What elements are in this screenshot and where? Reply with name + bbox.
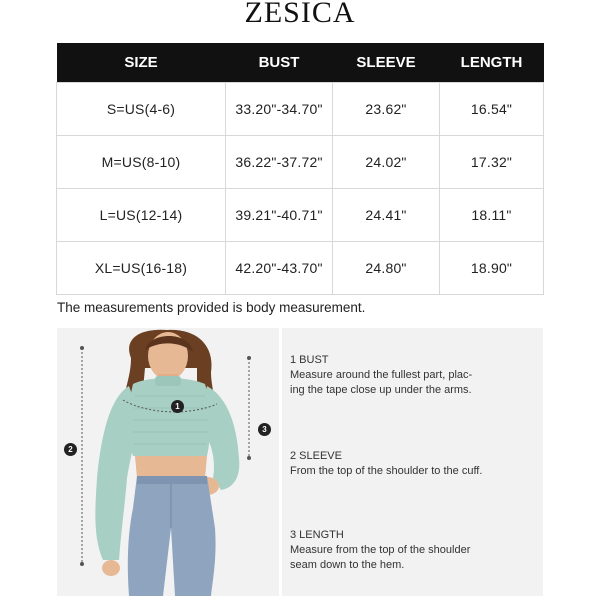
cell-sleeve: 24.80" [333,242,440,295]
badge-sleeve-number: 2 [64,443,77,456]
table-header-row [57,43,544,83]
cell-bust: 42.20"-43.70" [226,242,333,295]
table-row [57,136,544,189]
cell-size: M=US(8-10) [57,136,226,189]
table-row [57,242,544,295]
cell-sleeve: 23.62" [333,83,440,136]
instruction-length-line1: Measure from the top of the shoulder [290,544,471,556]
header-length: LENGTH [440,43,544,83]
instruction-sleeve [290,449,482,479]
instruction-length-title: 3 LENGTH [290,529,344,541]
cell-bust: 33.20"-34.70" [226,83,333,136]
cell-length: 18.90" [440,242,544,295]
header-sleeve: SLEEVE [333,43,440,83]
size-chart-table [56,43,544,295]
badge-bust-number: 1 [171,400,184,413]
instruction-sleeve-line1: From the top of the shoulder to the cuff. [290,465,483,477]
instruction-bust [290,353,472,398]
cell-length: 18.11" [440,189,544,242]
instruction-length [290,528,470,573]
header-size: SIZE [57,43,226,83]
cell-length: 17.32" [440,136,544,189]
cell-bust: 36.22"-37.72" [226,136,333,189]
header-bust: BUST [226,43,333,83]
model-photo-panel [57,328,279,596]
instruction-bust-line1: Measure around the fullest part, plac- [290,369,473,381]
cell-bust: 39.21"-40.71" [226,189,333,242]
instruction-bust-title: 1 BUST [290,354,329,366]
table-row [57,189,544,242]
instruction-bust-line2: ing the tape close up under the arms. [290,384,472,396]
cell-length: 16.54" [440,83,544,136]
cell-size: S=US(4-6) [57,83,226,136]
instruction-sleeve-title: 2 SLEEVE [290,450,342,462]
instruction-length-line2: seam down to the hem. [290,559,405,571]
cell-sleeve: 24.02" [333,136,440,189]
badge-length-number: 3 [258,423,271,436]
cell-size: L=US(12-14) [57,189,226,242]
model-illustration [57,328,279,596]
cell-sleeve: 24.41" [333,189,440,242]
table-row [57,83,544,136]
measurement-instructions-panel [282,328,543,596]
brand-logo: ZESICA [244,0,356,29]
measurement-note: The measurements provided is body measurement. [57,300,366,315]
cell-size: XL=US(16-18) [57,242,226,295]
